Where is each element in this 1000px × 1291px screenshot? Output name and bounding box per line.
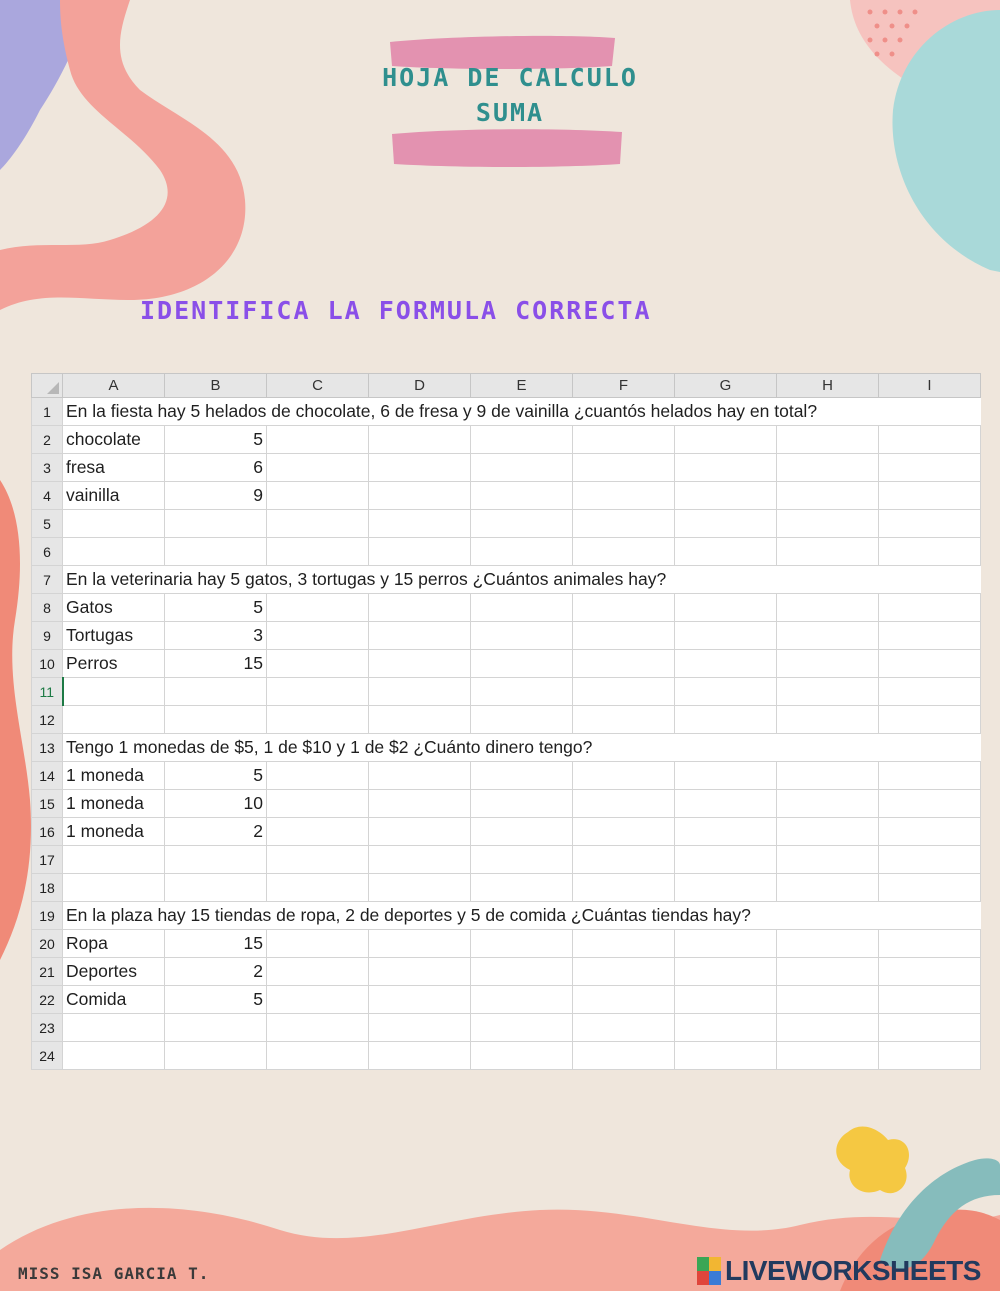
cell-f[interactable]	[573, 1014, 675, 1042]
item-value-cell[interactable]: 5	[165, 986, 267, 1014]
cell-c[interactable]	[267, 650, 369, 678]
cell-g[interactable]	[675, 762, 777, 790]
sheet-row	[32, 594, 981, 622]
item-label-cell[interactable]: chocolate	[63, 426, 165, 454]
item-label-cell[interactable]	[63, 874, 165, 902]
cell-d[interactable]	[369, 510, 471, 538]
sheet-row	[32, 790, 981, 818]
cell-c[interactable]	[267, 874, 369, 902]
page-title: HOJA DE CALCULO	[382, 63, 638, 92]
cell-e[interactable]	[471, 678, 573, 706]
cell-h[interactable]	[777, 818, 879, 846]
cell-i[interactable]	[879, 594, 981, 622]
cell-d[interactable]	[369, 986, 471, 1014]
cell-d[interactable]	[369, 650, 471, 678]
cell-f[interactable]	[573, 706, 675, 734]
select-all-corner[interactable]	[32, 374, 63, 398]
cell-c[interactable]	[267, 790, 369, 818]
cell-h[interactable]	[777, 538, 879, 566]
sheet-row	[32, 538, 981, 566]
sheet-row	[32, 846, 981, 874]
sheet-row	[32, 734, 981, 762]
row-header[interactable]: 19	[32, 902, 63, 930]
cell-g[interactable]	[675, 1042, 777, 1070]
cell-i[interactable]	[879, 706, 981, 734]
cell-e[interactable]	[471, 482, 573, 510]
column-header-f[interactable]: F	[573, 374, 675, 398]
cell-d[interactable]	[369, 594, 471, 622]
cell-g[interactable]	[675, 874, 777, 902]
cell-h[interactable]	[777, 650, 879, 678]
column-header-row	[32, 374, 981, 398]
cell-c[interactable]	[267, 762, 369, 790]
row-header[interactable]: 11	[32, 678, 63, 706]
cell-c[interactable]	[267, 594, 369, 622]
item-value-cell[interactable]	[165, 846, 267, 874]
cell-d[interactable]	[369, 1014, 471, 1042]
cell-e[interactable]	[471, 1014, 573, 1042]
column-header-e[interactable]: E	[471, 374, 573, 398]
row-header[interactable]: 24	[32, 1042, 63, 1070]
sheet-row	[32, 762, 981, 790]
cell-d[interactable]	[369, 426, 471, 454]
cell-h[interactable]	[777, 678, 879, 706]
cell-d[interactable]	[369, 454, 471, 482]
cell-f[interactable]	[573, 650, 675, 678]
cell-g[interactable]	[675, 678, 777, 706]
cell-f[interactable]	[573, 678, 675, 706]
cell-h[interactable]	[777, 1042, 879, 1070]
sheet-row	[32, 650, 981, 678]
cell-c[interactable]	[267, 1042, 369, 1070]
item-label-cell[interactable]	[63, 706, 165, 734]
item-label-cell[interactable]: 1 moneda	[63, 790, 165, 818]
row-header[interactable]: 8	[32, 594, 63, 622]
item-value-cell[interactable]	[165, 874, 267, 902]
row-header[interactable]: 5	[32, 510, 63, 538]
sheet-row	[32, 1042, 981, 1070]
cell-f[interactable]	[573, 874, 675, 902]
cell-f[interactable]	[573, 622, 675, 650]
cell-i[interactable]	[879, 818, 981, 846]
cell-f[interactable]	[573, 482, 675, 510]
column-header-i[interactable]: I	[879, 374, 981, 398]
cell-d[interactable]	[369, 846, 471, 874]
item-label-cell[interactable]	[63, 1042, 165, 1070]
item-label-cell[interactable]: fresa	[63, 454, 165, 482]
cell-f[interactable]	[573, 930, 675, 958]
cell-c[interactable]	[267, 622, 369, 650]
row-header[interactable]: 15	[32, 790, 63, 818]
cell-e[interactable]	[471, 818, 573, 846]
row-header[interactable]: 7	[32, 566, 63, 594]
cell-d[interactable]	[369, 762, 471, 790]
cell-c[interactable]	[267, 930, 369, 958]
cell-c[interactable]	[267, 818, 369, 846]
item-label-cell[interactable]: Deportes	[63, 958, 165, 986]
cell-c[interactable]	[267, 510, 369, 538]
cell-f[interactable]	[573, 958, 675, 986]
row-header[interactable]: 16	[32, 818, 63, 846]
cell-c[interactable]	[267, 678, 369, 706]
cell-g[interactable]	[675, 482, 777, 510]
cell-f[interactable]	[573, 762, 675, 790]
cell-i[interactable]	[879, 650, 981, 678]
column-header-a[interactable]: A	[63, 374, 165, 398]
item-value-cell[interactable]: 6	[165, 454, 267, 482]
column-header-d[interactable]: D	[369, 374, 471, 398]
cell-g[interactable]	[675, 454, 777, 482]
sheet-row	[32, 874, 981, 902]
column-header-c[interactable]: C	[267, 374, 369, 398]
cell-f[interactable]	[573, 538, 675, 566]
item-label-cell[interactable]: Gatos	[63, 594, 165, 622]
cell-g[interactable]	[675, 706, 777, 734]
row-header[interactable]: 20	[32, 930, 63, 958]
cell-h[interactable]	[777, 986, 879, 1014]
cell-f[interactable]	[573, 1042, 675, 1070]
sheet-row	[32, 986, 981, 1014]
cell-h[interactable]	[777, 594, 879, 622]
item-label-cell[interactable]: Comida	[63, 986, 165, 1014]
cell-c[interactable]	[267, 846, 369, 874]
sheet-row	[32, 678, 981, 706]
row-header[interactable]: 9	[32, 622, 63, 650]
item-value-cell[interactable]	[165, 510, 267, 538]
sheet-row	[32, 930, 981, 958]
question-cell[interactable]: En la veterinaria hay 5 gatos, 3 tortugas y 15 perros ¿Cuántos animales hay?	[63, 566, 981, 594]
cell-e[interactable]	[471, 762, 573, 790]
item-value-cell[interactable]: 5	[165, 426, 267, 454]
cell-h[interactable]	[777, 874, 879, 902]
item-value-cell[interactable]: 5	[165, 762, 267, 790]
sheet-row	[32, 566, 981, 594]
cell-e[interactable]	[471, 1042, 573, 1070]
cell-d[interactable]	[369, 818, 471, 846]
question-cell[interactable]: En la plaza hay 15 tiendas de ropa, 2 de deportes y 5 de comida ¿Cuántas tiendas hay?	[63, 902, 981, 930]
cell-d[interactable]	[369, 874, 471, 902]
cell-f[interactable]	[573, 510, 675, 538]
cell-i[interactable]	[879, 790, 981, 818]
row-header[interactable]: 21	[32, 958, 63, 986]
cell-h[interactable]	[777, 790, 879, 818]
cell-h[interactable]	[777, 930, 879, 958]
cell-i[interactable]	[879, 762, 981, 790]
item-value-cell[interactable]	[165, 678, 267, 706]
item-value-cell[interactable]	[165, 1014, 267, 1042]
cell-g[interactable]	[675, 650, 777, 678]
cell-c[interactable]	[267, 706, 369, 734]
cell-i[interactable]	[879, 986, 981, 1014]
cell-c[interactable]	[267, 958, 369, 986]
cell-g[interactable]	[675, 594, 777, 622]
cell-f[interactable]	[573, 846, 675, 874]
cell-c[interactable]	[267, 426, 369, 454]
cell-e[interactable]	[471, 958, 573, 986]
cell-e[interactable]	[471, 622, 573, 650]
item-value-cell[interactable]: 3	[165, 622, 267, 650]
row-header[interactable]: 4	[32, 482, 63, 510]
row-header[interactable]: 22	[32, 986, 63, 1014]
sheet-row	[32, 902, 981, 930]
yellow-star-blob	[836, 1127, 909, 1194]
cell-h[interactable]	[777, 762, 879, 790]
cell-i[interactable]	[879, 846, 981, 874]
row-header[interactable]: 10	[32, 650, 63, 678]
sheet-row	[32, 622, 981, 650]
item-label-cell[interactable]: Ropa	[63, 930, 165, 958]
row-header[interactable]: 14	[32, 762, 63, 790]
page-subtitle: SUMA	[475, 98, 545, 127]
row-header[interactable]: 13	[32, 734, 63, 762]
item-value-cell[interactable]: 2	[165, 818, 267, 846]
item-label-cell[interactable]: 1 moneda	[63, 762, 165, 790]
cell-h[interactable]	[777, 482, 879, 510]
cell-f[interactable]	[573, 986, 675, 1014]
cell-e[interactable]	[471, 426, 573, 454]
liveworksheets-logo[interactable]	[697, 1254, 981, 1288]
cell-i[interactable]	[879, 426, 981, 454]
cell-f[interactable]	[573, 790, 675, 818]
cell-d[interactable]	[369, 790, 471, 818]
cell-g[interactable]	[675, 846, 777, 874]
cell-h[interactable]	[777, 454, 879, 482]
row-header[interactable]: 2	[32, 426, 63, 454]
row-header[interactable]: 1	[32, 398, 63, 426]
cell-e[interactable]	[471, 538, 573, 566]
cell-f[interactable]	[573, 426, 675, 454]
cell-h[interactable]	[777, 958, 879, 986]
sheet-row	[32, 706, 981, 734]
cell-d[interactable]	[369, 1042, 471, 1070]
cell-e[interactable]	[471, 510, 573, 538]
author-credit: MISS ISA GARCIA T.	[18, 1264, 210, 1283]
item-value-cell[interactable]: 5	[165, 594, 267, 622]
cell-d[interactable]	[369, 482, 471, 510]
title-block	[380, 30, 640, 180]
row-header[interactable]: 12	[32, 706, 63, 734]
cell-d[interactable]	[369, 622, 471, 650]
cell-i[interactable]	[879, 1042, 981, 1070]
row-header[interactable]: 3	[32, 454, 63, 482]
row-header[interactable]: 6	[32, 538, 63, 566]
cell-f[interactable]	[573, 818, 675, 846]
item-value-cell[interactable]	[165, 706, 267, 734]
cell-e[interactable]	[471, 986, 573, 1014]
item-value-cell[interactable]	[165, 538, 267, 566]
cell-i[interactable]	[879, 482, 981, 510]
question-cell[interactable]: En la fiesta hay 5 helados de chocolate, 6 de fresa y 9 de vainilla ¿cuantós helados hay en total?	[63, 398, 981, 426]
cell-d[interactable]	[369, 706, 471, 734]
cell-i[interactable]	[879, 454, 981, 482]
cell-d[interactable]	[369, 678, 471, 706]
cell-g[interactable]	[675, 986, 777, 1014]
cell-h[interactable]	[777, 846, 879, 874]
cell-c[interactable]	[267, 454, 369, 482]
liveworksheets-logo-icon	[697, 1257, 721, 1285]
coral-wave-left	[0, 480, 31, 960]
item-label-cell[interactable]	[63, 538, 165, 566]
cell-i[interactable]	[879, 958, 981, 986]
sheet-row	[32, 958, 981, 986]
cell-i[interactable]	[879, 874, 981, 902]
sheet-row	[32, 818, 981, 846]
item-value-cell[interactable]: 2	[165, 958, 267, 986]
cell-g[interactable]	[675, 538, 777, 566]
cell-e[interactable]	[471, 650, 573, 678]
cell-i[interactable]	[879, 930, 981, 958]
cell-e[interactable]	[471, 874, 573, 902]
sheet-row	[32, 482, 981, 510]
item-value-cell[interactable]: 10	[165, 790, 267, 818]
instruction-heading: IDENTIFICA LA FORMULA CORRECTA	[140, 296, 652, 325]
cell-h[interactable]	[777, 622, 879, 650]
cell-f[interactable]	[573, 594, 675, 622]
sheet-row	[32, 398, 981, 426]
item-label-cell[interactable]	[63, 1014, 165, 1042]
item-label-cell[interactable]: Tortugas	[63, 622, 165, 650]
item-label-cell[interactable]: 1 moneda	[63, 818, 165, 846]
cell-i[interactable]	[879, 622, 981, 650]
sheet-row	[32, 1014, 981, 1042]
cell-d[interactable]	[369, 930, 471, 958]
cell-d[interactable]	[369, 538, 471, 566]
cell-g[interactable]	[675, 426, 777, 454]
sheet-row	[32, 426, 981, 454]
logo-text: LIVEWORKSHEETS	[725, 1255, 981, 1286]
cell-g[interactable]	[675, 1014, 777, 1042]
item-value-cell[interactable]	[165, 1042, 267, 1070]
item-label-cell[interactable]: Perros	[63, 650, 165, 678]
cell-h[interactable]	[777, 1014, 879, 1042]
cell-h[interactable]	[777, 706, 879, 734]
sheet-row	[32, 454, 981, 482]
item-value-cell[interactable]: 15	[165, 930, 267, 958]
cell-i[interactable]	[879, 1014, 981, 1042]
row-header[interactable]: 18	[32, 874, 63, 902]
cell-e[interactable]	[471, 790, 573, 818]
column-header-h[interactable]: H	[777, 374, 879, 398]
cell-e[interactable]	[471, 594, 573, 622]
item-label-cell[interactable]	[63, 846, 165, 874]
column-header-b[interactable]: B	[165, 374, 267, 398]
cell-h[interactable]	[777, 510, 879, 538]
cell-g[interactable]	[675, 958, 777, 986]
cell-h[interactable]	[777, 426, 879, 454]
cell-d[interactable]	[369, 958, 471, 986]
column-header-g[interactable]: G	[675, 374, 777, 398]
sheet-row	[32, 510, 981, 538]
cell-g[interactable]	[675, 622, 777, 650]
cell-c[interactable]	[267, 482, 369, 510]
item-label-cell[interactable]: vainilla	[63, 482, 165, 510]
cell-g[interactable]	[675, 510, 777, 538]
item-label-cell[interactable]	[63, 510, 165, 538]
cell-i[interactable]	[879, 510, 981, 538]
question-cell[interactable]: Tengo 1 monedas de $5, 1 de $10 y 1 de $2 ¿Cuánto dinero tengo?	[63, 734, 981, 762]
cell-c[interactable]	[267, 538, 369, 566]
cell-g[interactable]	[675, 930, 777, 958]
item-value-cell[interactable]: 15	[165, 650, 267, 678]
item-label-cell[interactable]	[63, 678, 165, 706]
cell-g[interactable]	[675, 790, 777, 818]
row-header[interactable]: 17	[32, 846, 63, 874]
cell-e[interactable]	[471, 846, 573, 874]
item-value-cell[interactable]: 9	[165, 482, 267, 510]
row-header[interactable]: 23	[32, 1014, 63, 1042]
cell-c[interactable]	[267, 986, 369, 1014]
cell-f[interactable]	[573, 454, 675, 482]
cell-i[interactable]	[879, 538, 981, 566]
cell-g[interactable]	[675, 818, 777, 846]
cell-i[interactable]	[879, 678, 981, 706]
cell-c[interactable]	[267, 1014, 369, 1042]
spreadsheet	[31, 373, 981, 1070]
cell-e[interactable]	[471, 706, 573, 734]
cell-e[interactable]	[471, 930, 573, 958]
cell-e[interactable]	[471, 454, 573, 482]
